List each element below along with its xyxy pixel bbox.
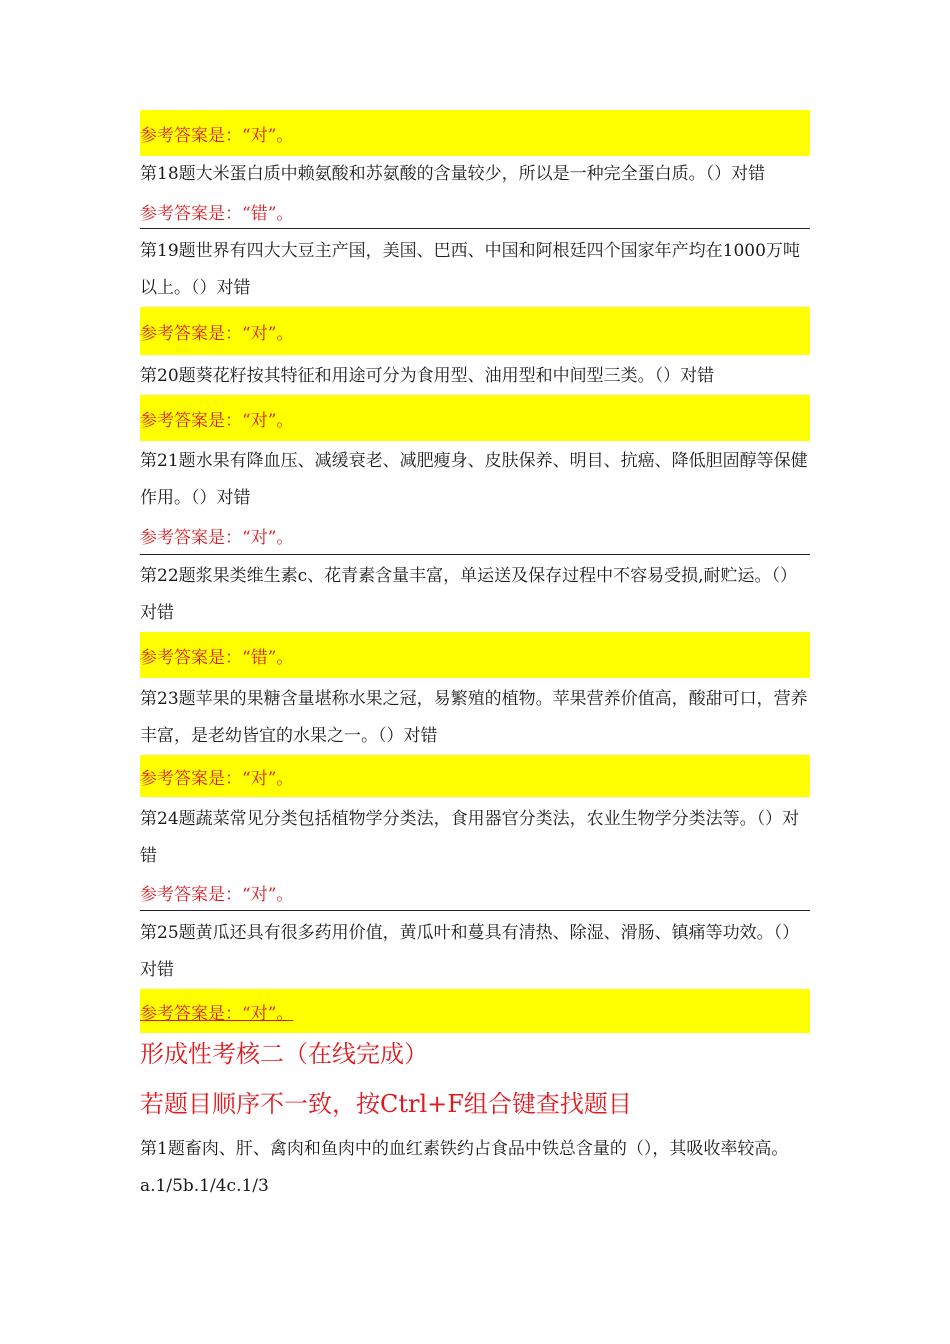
answer-line: 参考答案是：“对”。 [140, 875, 810, 911]
question-text: 第25题黄瓜还具有很多药用价值，黄瓜叶和蔓具有清热、除湿、滑肠、镇痛等功效。（）对错 [140, 923, 800, 980]
answer-line: 参考答案是：“对”。 [140, 307, 810, 355]
answer-line: 参考答案是：“对”。 [140, 395, 810, 441]
question-text: 第21题水果有降血压、减缓衰老、减肥瘦身、皮肤保养、明目、抗癌、降低胆固醇等保健作用。（）对错 [140, 451, 808, 508]
answer-line: 参考答案是：“错”。 [140, 195, 810, 229]
section-heading: 若题目顺序不一致，按Ctrl+F组合键查找题目 [140, 1090, 632, 1118]
question-text: 第24题蔬菜常见分类包括植物学分类法，食用器官分类法，农业生物学分类法等。（）对错 [140, 809, 800, 866]
answer-line: 参考答案是：“对”。 [140, 517, 810, 555]
answer-line: 参考答案是：“对”。 [140, 755, 810, 797]
question-text: 第22题浆果类维生素c、花青素含量丰富，单运送及保存过程中不容易受损,耐贮运。（）对错 [140, 566, 798, 623]
question-text: 第19题世界有四大大豆主产国，美国、巴西、中国和阿根廷四个国家年产均在1000万吨以上。（）对错 [140, 241, 800, 298]
answer-line: 参考答案是：“对”。 [140, 989, 810, 1033]
question-text: 第18题大米蛋白质中赖氨酸和苏氨酸的含量较少，所以是一种完全蛋白质。（）对错 [140, 164, 766, 184]
section-heading: 形成性考核二（在线完成） [140, 1040, 428, 1068]
answer-line: 参考答案是：“对”。 [140, 110, 810, 156]
question-text: 第1题畜肉、肝、禽肉和鱼肉中的血红素铁约占食品中铁总含量的（），其吸收率较高。a.1/5b.1/4c.1/3 [140, 1139, 789, 1196]
question-text: 第20题葵花籽按其特征和用途可分为食用型、油用型和中间型三类。（）对错 [140, 366, 715, 386]
answer-line: 参考答案是：“错”。 [140, 632, 810, 678]
question-text: 第23题苹果的果糖含量堪称水果之冠，易繁殖的植物。苹果营养价值高，酸甜可口，营养丰富，是老幼皆宜的水果之一。（）对错 [140, 689, 808, 746]
document-body [140, 110, 810, 1205]
